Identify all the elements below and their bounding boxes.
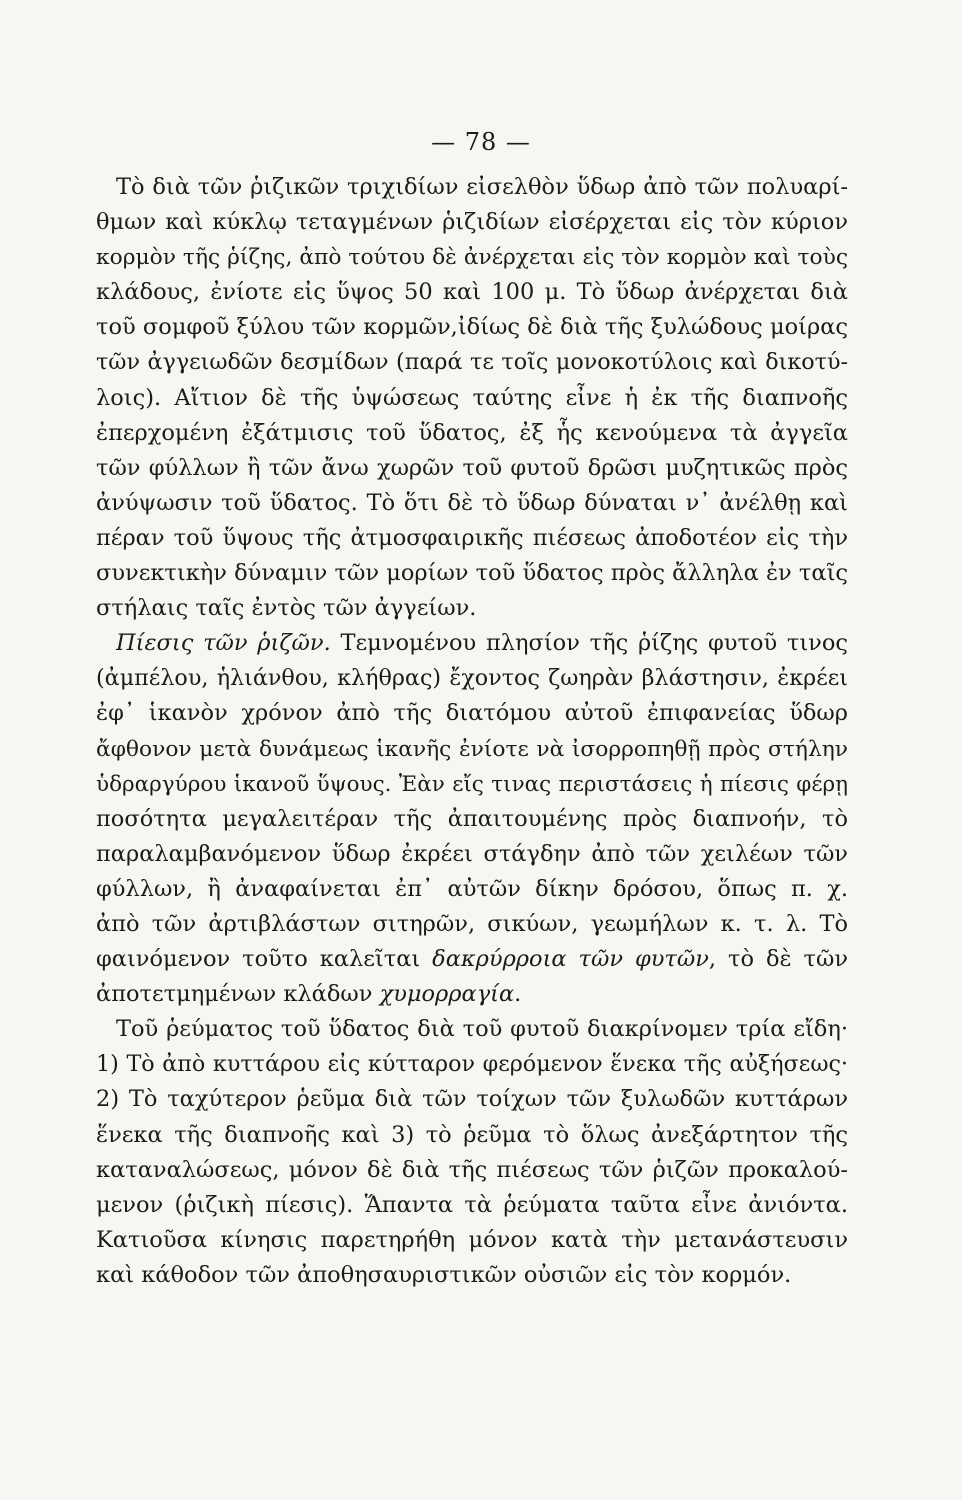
text-line: φύλλων, ἢ ἀναφαίνεται ἐπ᾽ αὐτῶν δίκην δρόσου, ὅπως π. χ. xyxy=(96,875,848,902)
text-fragment: φαινόμενον τοῦτο καλεῖται xyxy=(96,946,433,973)
text-line: 2) Τὸ ταχύτερον ῥεῦμα διὰ τῶν τοίχων τῶν ξυλωδῶν κυττάρων xyxy=(96,1086,848,1113)
text-line: ἐπερχομένη ἐξάτμισις τοῦ ὕδατος, ἐξ ἧς κενούμενα τὰ ἀγγεῖα xyxy=(96,419,848,446)
text-line: στήλαις ταῖς ἐντὸς τῶν ἀγγείων. xyxy=(96,595,477,622)
text-line: μενον (ῥιζικὴ πίεσις). Ἅπαντα τὰ ῥεύματα ταῦτα εἶνε ἀνιόντα. xyxy=(96,1191,848,1218)
text-line: συνεκτικὴν δύναμιν τῶν μορίων τοῦ ὕδατος πρὸς ἄλληλα ἐν ταῖς xyxy=(96,560,848,587)
text-line: (ἀμπέλου, ἡλιάνθου, κλήθρας) ἔχοντος ζωηρὰν βλάστησιν, ἐκρέει xyxy=(96,665,848,692)
page-number: — 78 — xyxy=(431,128,531,156)
text-line: καὶ κάθοδον τῶν ἀποθησαυριστικῶν οὐσιῶν εἰς τὸν κορμόν. xyxy=(96,1261,792,1288)
text-fragment: , τὸ δὲ τῶν xyxy=(708,946,848,973)
term-sap-flow: χυμορραγία xyxy=(379,981,515,1008)
text-line: τῶν ἀγγειωδῶν δεσμίδων (παρά τε τοῖς μονοκοτύλοις καὶ δικοτύ- xyxy=(96,349,848,376)
text-line: ἀνύψωσιν τοῦ ὕδατος. Τὸ ὅτι δὲ τὸ ὕδωρ δύναται ν᾽ ἀνέλθῃ καὶ xyxy=(96,489,848,516)
text-line: Τοῦ ῥεύματος τοῦ ὕδατος διὰ τοῦ φυτοῦ διακρίνομεν τρία εἴδη· xyxy=(116,1016,848,1043)
text-line: ἕνεκα τῆς διαπνοῆς καὶ 3) τὸ ῥεῦμα τὸ ὅλως ἀνεξάρτητον τῆς xyxy=(96,1121,848,1148)
text-line: ἀπὸ τῶν ἀρτιβλάστων σιτηρῶν, σικύων, γεωμήλων κ. τ. λ. Τὸ xyxy=(96,910,848,937)
text-fragment: Τεμνομένου πλησίον τῆς ῥίζης φυτοῦ τινος xyxy=(330,630,849,657)
text-line: κορμὸν τῆς ῥίζης, ἀπὸ τούτου δὲ ἀνέρχεται εἰς τὸν κορμὸν καὶ τοὺς xyxy=(96,245,848,271)
text-line: θμων καὶ κύκλῳ τεταγμένων ῥιζιδίων εἰσέρχεται εἰς τὸν κύριον xyxy=(96,209,848,236)
text-line: ἐφ᾽ ἱκανὸν χρόνον ἀπὸ τῆς διατόμου αὐτοῦ ἐπιφανείας ὕδωρ xyxy=(96,700,848,727)
text-line xyxy=(96,977,848,1012)
text-line: τοῦ σομφοῦ ξύλου τῶν κορμῶν,ἰδίως δὲ διὰ τῆς ξυλώδους μοίρας xyxy=(96,314,848,341)
text-line xyxy=(96,942,848,977)
text-fragment: . xyxy=(514,981,522,1008)
term-lacrimation: δακρύρροια τῶν φυτῶν xyxy=(432,946,709,973)
text-line: Κατιοῦσα κίνησις παρετηρήθη μόνον κατὰ τὴν μετανάστευσιν xyxy=(96,1226,848,1253)
text-line: 1) Τὸ ἀπὸ κυττάρου εἰς κύτταρον φερόμενον ἕνεκα τῆς αὐξήσεως· xyxy=(96,1051,848,1078)
text-line: ἄφθονον μετὰ δυνάμεως ἱκανῆς ἐνίοτε νὰ ἰσορροπηθῇ πρὸς στήλην xyxy=(96,736,848,762)
text-line: Τὸ διὰ τῶν ῥιζικῶν τριχιδίων εἰσελθὸν ὕδωρ ἀπὸ τῶν πολυαρί- xyxy=(116,174,848,200)
body-text xyxy=(96,170,848,1293)
text-line: λοις). Αἴτιον δὲ τῆς ὑψώσεως ταύτης εἶνε ἡ ἐκ τῆς διαπνοῆς xyxy=(96,384,848,411)
text-line: κλάδους, ἐνίοτε εἰς ὕψος 50 καὶ 100 μ. Τὸ ὕδωρ ἀνέρχεται διὰ xyxy=(96,279,848,306)
section-heading: Πίεσις τῶν ῥιζῶν. xyxy=(116,630,331,657)
text-line: τῶν φύλλων ἢ τῶν ἄνω χωρῶν τοῦ φυτοῦ δρῶσι μυζητικῶς πρὸς xyxy=(96,454,848,481)
text-line: παραλαμβανόμενον ὕδωρ ἐκρέει στάγδην ἀπὸ τῶν χειλέων τῶν xyxy=(96,840,848,867)
text-line: πέραν τοῦ ὕψους τῆς ἀτμοσφαιρικῆς πιέσεως ἀποδοτέον εἰς τὴν xyxy=(96,524,848,551)
text-fragment: ἀποτετμημένων κλάδων xyxy=(96,981,380,1008)
text-line: ποσότητα μεγαλειτέραν τῆς ἀπαιτουμένης πρὸς διαπνοήν, τὸ xyxy=(96,805,848,832)
text-line xyxy=(96,626,848,661)
text-line: καταναλώσεως, μόνον δὲ διὰ τῆς πιέσεως τῶν ῥιζῶν προκαλού- xyxy=(96,1156,848,1183)
text-line: ὑδραργύρου ἱκανοῦ ὕψους. Ἐὰν εἴς τινας περιστάσεις ἡ πίεσις φέρῃ xyxy=(96,771,848,797)
